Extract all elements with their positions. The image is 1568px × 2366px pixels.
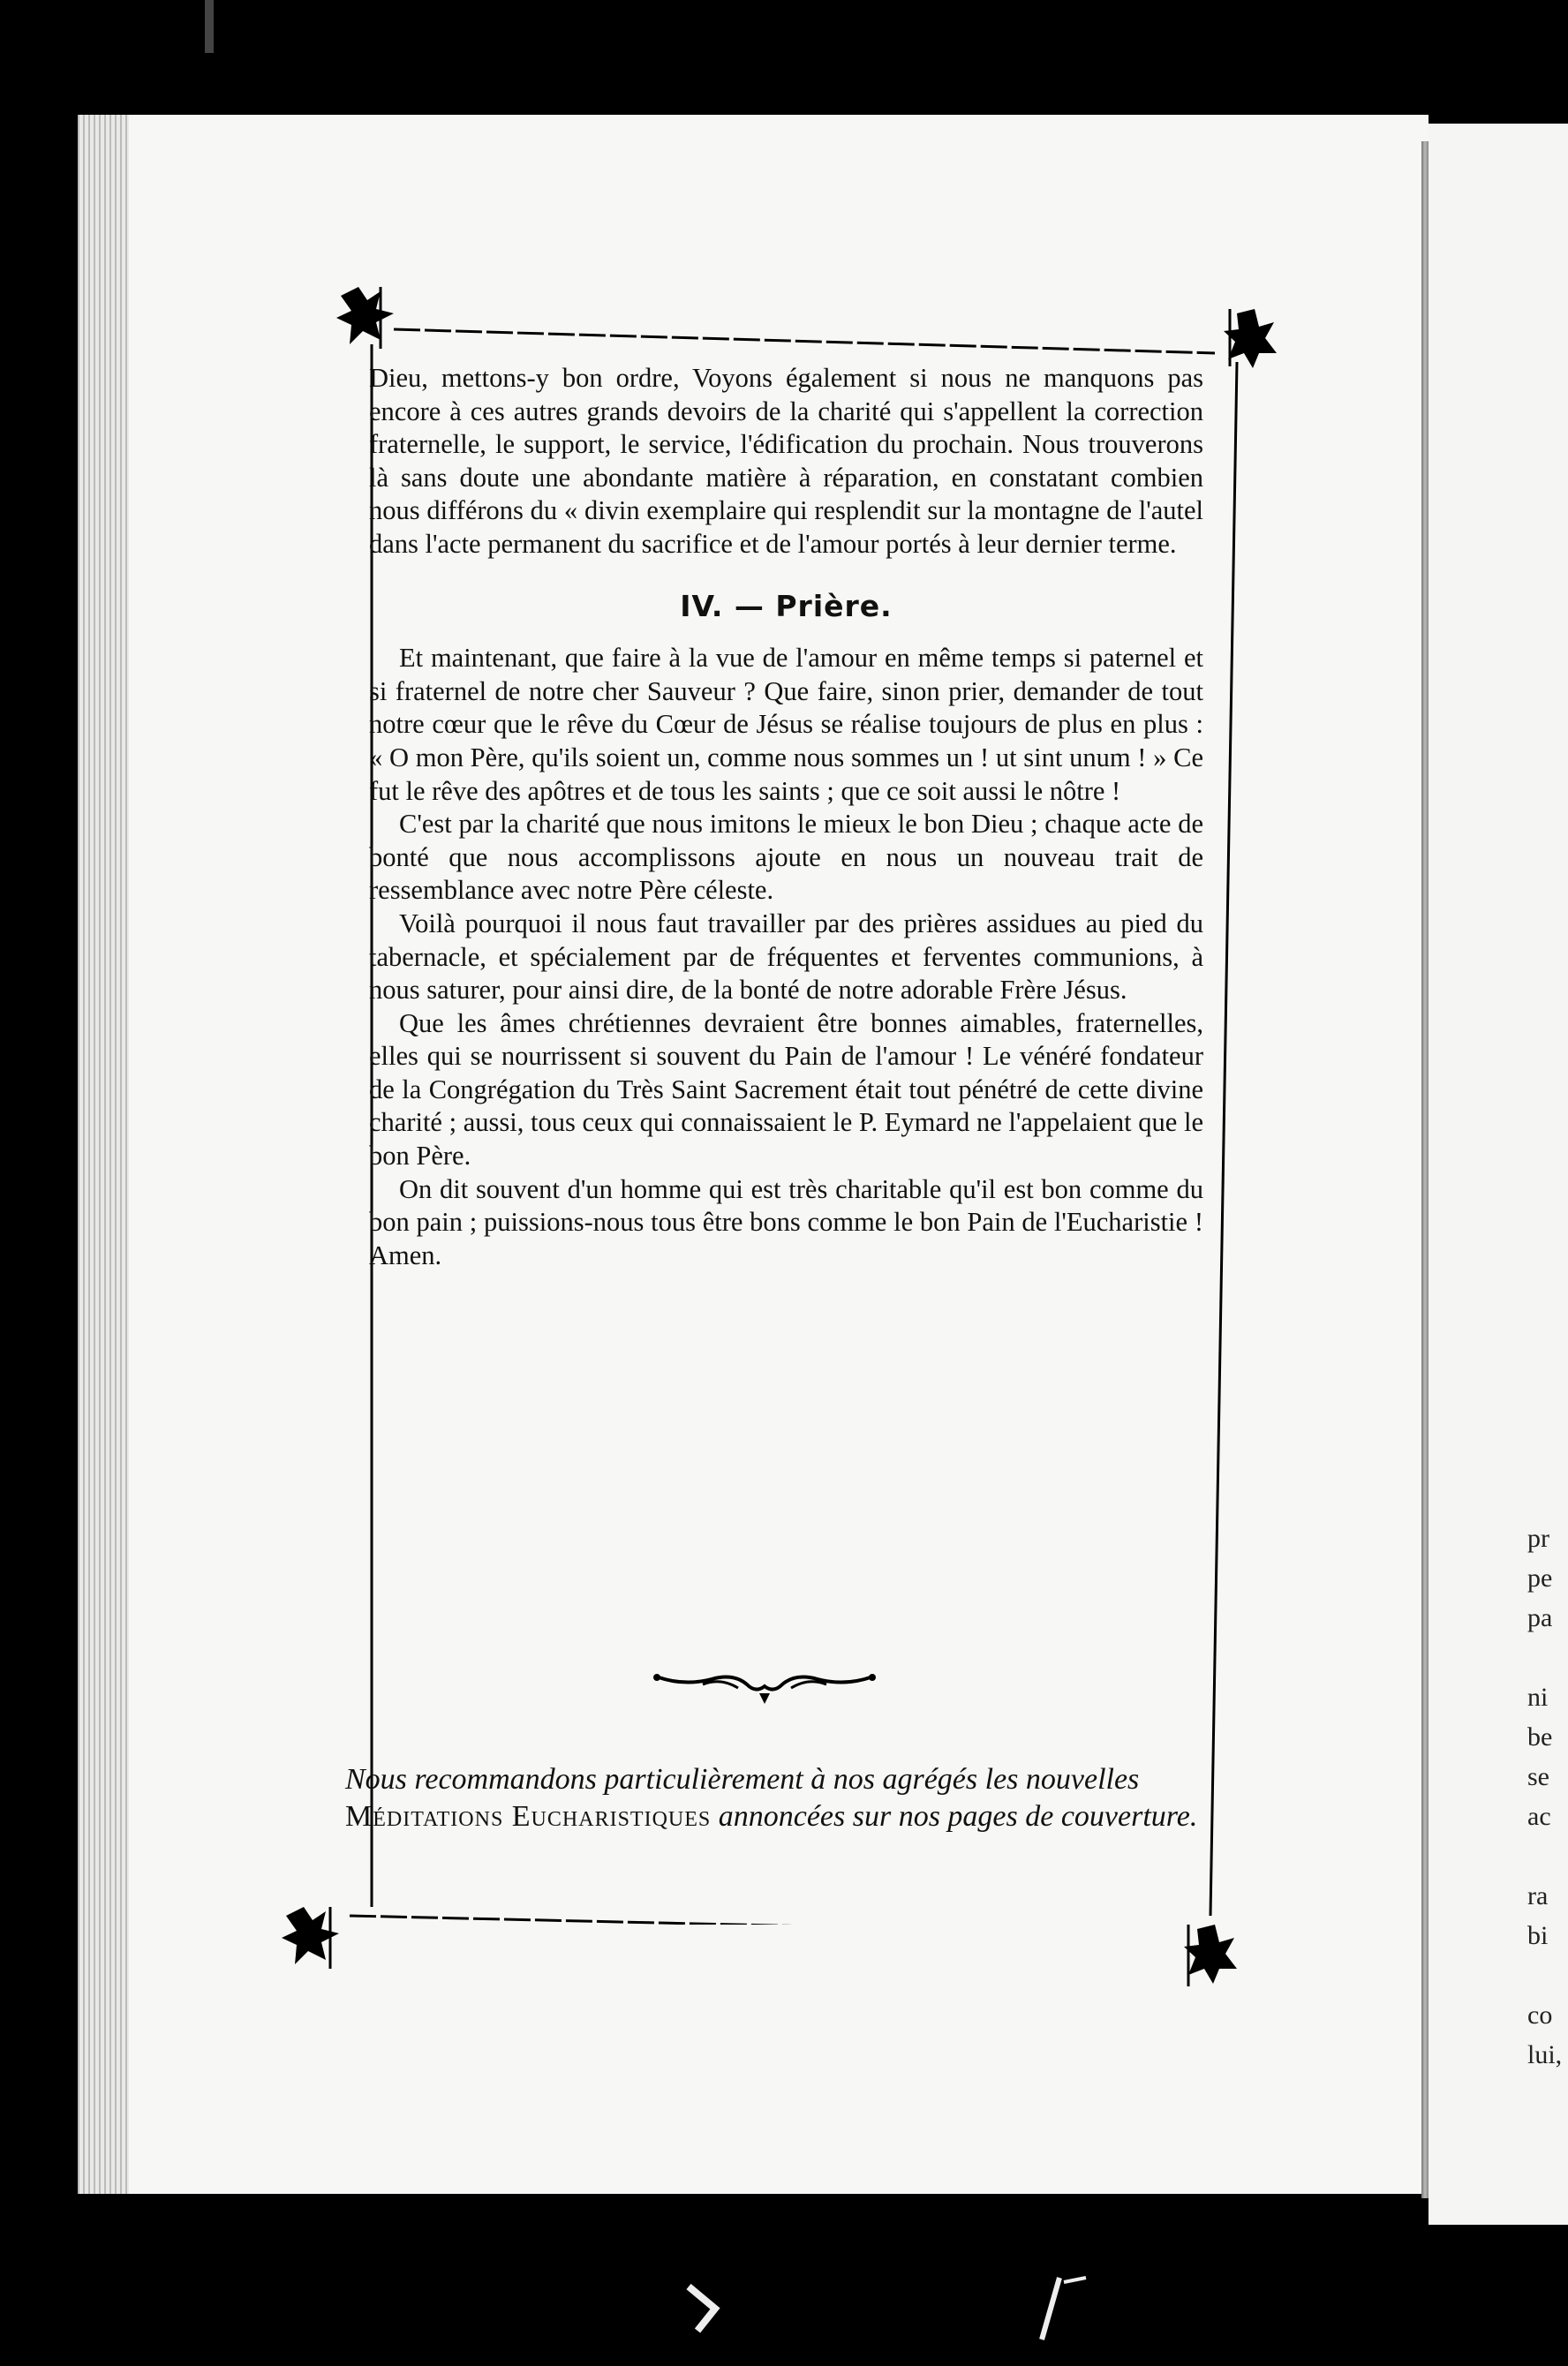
paragraph-bon-pain: On dit souvent d'un homme qui est très charitable qu'il est bon comme du bon pain ; puissions-nous tous être bons comme le bon Pain de l'Eucharistie ! Amen. [369,1173,1203,1270]
corner-ornament-top-left [332,283,403,353]
recommendation-note [345,1761,1210,1835]
paragraph-tabernacle: Voilà pourquoi il nous faut travailler par des prières assidues au pied du tabernacle, et spécialement par de fréquentes et ferventes communions, à nous saturer, pour ainsi dire, de la bonté de notre adorable Frère Jésus. [369,908,1203,1006]
facing-page-fragments [1527,1518,1562,2075]
paragraph-charite: C'est par la charité que nous imitons le mieux le bon Dieu ; chaque acte de bonté que nous accomplissons ajoute en nous un nouveau trait de ressemblance avec notre Père céleste. [369,809,1203,906]
fragment-line: se [1527,1762,1549,1791]
note-book-title: Méditations Eucharistiques [345,1800,712,1833]
fleuron-ornament [650,1651,879,1713]
paragraph-ames-chretiennes: Que les âmes chrétiennes devraient être bonnes aimables, fraternelles, elles qui se nourrissent si souvent du Pain de l'amour ! Le vénéré fondateur de la Congrégation du Très Saint Sacrement était tout pénétré de cette divine charité ; aussi, tous ceux qui connaissaient le P. Eymard ne l'appelaient que le bon Père. [369,1007,1203,1172]
paragraph-priere: Et maintenant, que faire à la vue de l'amour en même temps si paternel et si fraternel de notre cher Sauveur ? Que faire, sinon prier, demander de tout notre cœur que le rêve du Cœur de Jésus se réalise toujours de plus en plus : « O mon Père, qu'ils soient un, comme nous sommes un ! ut sint unum ! » Ce fut le rêve des apôtres et de tous les saints ; que ce soit aussi le nôtre ! [369,643,1203,806]
corner-ornament-bottom-left [277,1903,348,1973]
corner-ornament-top-right [1210,305,1281,375]
fragment-line: pa [1527,1603,1553,1632]
fragment-line: pr [1527,1524,1549,1553]
body-text [369,362,1203,1272]
fragment-line [1527,1955,1562,1995]
fragment-line: co [1527,2001,1553,2030]
fragment-line: ac [1527,1802,1551,1831]
fragment-line [1527,1836,1562,1876]
note-text-end: annoncées sur nos pages de couverture. [711,1800,1198,1833]
fragment-line: pe [1527,1564,1553,1593]
bordered-frame [341,327,1268,1925]
fragment-line: ni [1527,1683,1549,1712]
paragraph-reparation: Dieu, mettons-y bon ordre, Voyons également si nous ne manquons pas encore à ces autres grands devoirs de la charité qui s'appellent la correction fraternelle, le support, le service, l'édification du prochain. Nous trouverons là sans doute une abondante matière à réparation, en constatant combien nous différons du « divin exemplaire qui resplendit sur la montagne de l'autel dans l'acte permanent du sacrifice et de l'amour portés à leur dernier terme. [369,363,1203,559]
scan-artifact [205,0,214,53]
section-heading: IV. — Prière. [680,588,893,623]
page-edges [78,115,129,2194]
fragment-line: ra [1527,1881,1549,1910]
note-text-start: Nous recommandons particulièrement à nos agrégés les nouvelles [345,1763,1140,1796]
fragment-line: lui, [1527,2040,1563,2069]
corner-ornament-bottom-right [1171,1920,1241,1991]
fragment-line: be [1527,1722,1553,1752]
fragment-line [1527,1638,1562,1677]
scan-artifact-marks [671,2260,1095,2357]
fragment-line: bi [1527,1921,1549,1950]
book-spine [1421,141,1429,2198]
